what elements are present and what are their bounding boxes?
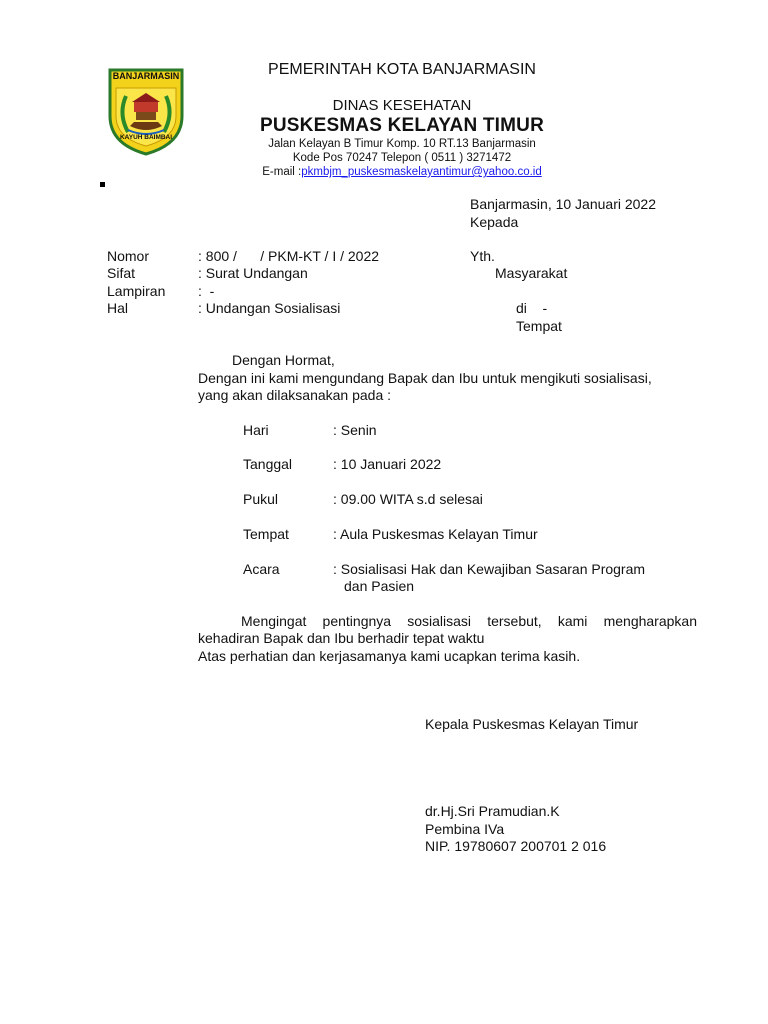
tempat-address: Tempat <box>516 318 562 334</box>
postal-line: Kode Pos 70247 Telepon ( 0511 ) 3271472 <box>292 152 512 164</box>
email-link[interactable]: pkmbjm_puskesmaskelayantimur@yahoo.co.id <box>301 166 542 178</box>
detail-value-tanggal: : 10 Januari 2022 <box>333 456 442 472</box>
signatory-name: dr.Hj.Sri Pramudian.K <box>425 803 560 819</box>
closing-line-1: Mengingat pentingnya sosialisasi tersebut, kami mengharapkan <box>241 613 697 629</box>
meta-label-sifat: Sifat <box>107 265 136 281</box>
bullet-mark <box>100 182 105 187</box>
address-line: Jalan Kelayan B Timur Komp. 10 RT.13 Banjarmasin <box>268 138 536 150</box>
detail-label-acara: Acara <box>243 561 280 577</box>
detail-label-tanggal: Tanggal <box>243 456 293 472</box>
city-logo <box>106 66 186 156</box>
detail-label-pukul: Pukul <box>243 491 279 507</box>
detail-label-hari: Hari <box>243 422 269 438</box>
meta-value-hal: : Undangan Sosialisasi <box>198 300 341 316</box>
detail-value-tempat: : Aula Puskesmas Kelayan Timur <box>333 526 538 542</box>
closing-line-3: Atas perhatian dan kerjasamanya kami ucapkan terima kasih. <box>198 648 581 664</box>
detail-value-hari: : Senin <box>333 422 377 438</box>
dept-header: DINAS KESEHATAN <box>332 97 472 114</box>
meta-label-nomor: Nomor <box>107 248 150 264</box>
letter-date: Banjarmasin, 10 Januari 2022 <box>470 196 657 212</box>
closing-line-2: kehadiran Bapak dan Ibu berhadir tepat waktu <box>198 630 485 646</box>
meta-value-nomor: : 800 / / PKM-KT / I / 2022 <box>198 248 380 264</box>
meta-label-lampiran: Lampiran <box>107 283 166 299</box>
org-name: PUSKESMAS KELAYAN TIMUR <box>259 115 545 136</box>
signatory-nip: NIP. 19780607 200701 2 016 <box>425 838 607 854</box>
di-label: di - <box>516 300 548 316</box>
detail-label-tempat: Tempat <box>243 526 289 542</box>
meta-value-lampiran: : - <box>198 283 215 299</box>
detail-value-acara: : Sosialisasi Hak dan Kewajiban Sasaran Program <box>333 561 646 577</box>
kepada-label: Kepada <box>470 214 519 230</box>
detail-value-pukul: : 09.00 WITA s.d selesai <box>333 491 483 507</box>
signatory-title: Kepala Puskesmas Kelayan Timur <box>425 716 639 732</box>
signatory-rank: Pembina IVa <box>425 821 505 837</box>
logo-bottom-text: KAYUH BAIMBAI <box>119 134 173 141</box>
intro-line-1: Dengan ini kami mengundang Bapak dan Ibu untuk mengikuti sosialisasi, <box>198 370 652 386</box>
gov-header: PEMERINTAH KOTA BANJARMASIN <box>268 61 536 78</box>
meta-value-sifat: : Surat Undangan <box>198 265 308 281</box>
acara-continuation: dan Pasien <box>344 578 415 594</box>
logo-top-text: BANJARMASIN <box>112 71 180 81</box>
greeting: Dengan Hormat, <box>232 352 335 368</box>
email-label: E-mail : <box>262 166 302 178</box>
intro-line-2: yang akan dilaksanakan pada : <box>198 387 392 403</box>
meta-label-hal: Hal <box>107 300 129 316</box>
recipient: Masyarakat <box>495 265 568 281</box>
yth-label: Yth. <box>470 248 495 264</box>
email-line <box>262 165 542 179</box>
